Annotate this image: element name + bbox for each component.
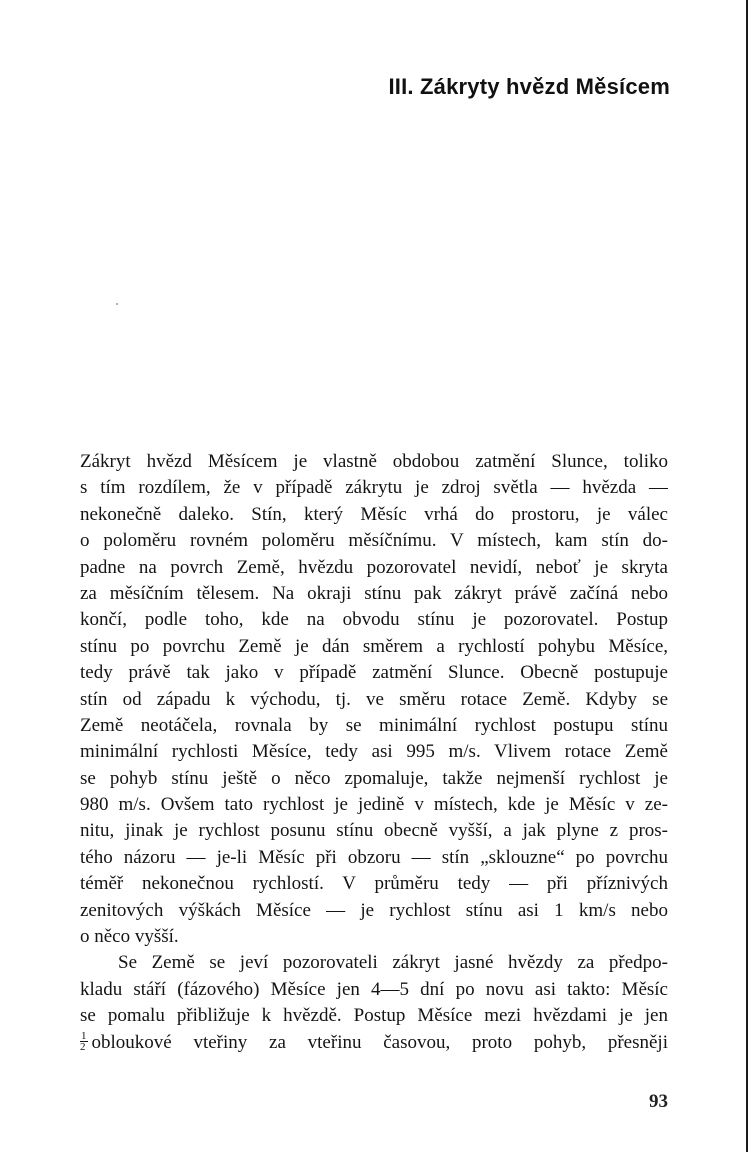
text-line: končí, podle toho, kde na obvodu stínu je pozorovatel. Postup [80,609,668,631]
text-line: zenitových výškách Měsíce — je rychlost stínu asi 1 km/s nebo [80,899,668,921]
text-line: téměř nekonečnou rychlostí. V průměru tedy — při příznivých [80,873,668,895]
text-line: stín od západu k východu, tj. ve směru rotace Země. Kdyby se [80,688,668,710]
text-line: tedy právě tak jako v případě zatmění Slunce. Obecně postupuje [80,662,668,684]
scan-speck [116,303,118,305]
text-line-with-fraction [80,1030,668,1056]
text-line: o něco vyšší. [80,926,179,948]
text-line: Zákryt hvězd Měsícem je vlastně obdobou zatmění Slunce, toliko [80,451,668,472]
fraction-numerator: 1 [81,1029,87,1042]
text-line: padne na povrch Země, hvězdu pozorovatel nevidí, neboť je skryta [80,556,668,578]
text-line: nitu, jinak je rychlost posunu stínu obecně vyšší, a jak plyne z pros- [80,820,668,842]
text-line: se pomalu přibližuje k hvězdě. Postup Měsíce mezi hvězdami je jen [80,1005,668,1027]
page-edge-line [746,0,748,1152]
text-line: Země neotáčela, rovnala by se minimální rychlost postupu stínu [80,714,668,736]
text-line: s tím rozdílem, že v případě zákrytu je zdroj světla — hvězda — [80,477,668,499]
text-line-remainder: obloukové vteřiny za vteřinu časovou, proto pohyb, přesněji [91,1031,668,1053]
text-line: Se Země se jeví pozorovateli zákryt jasné hvězdy za předpo- [118,952,668,974]
paragraph-1 [80,449,668,950]
text-line: kladu stáří (fázového) Měsíce jen 4—5 dní po novu asi takto: Měsíc [80,978,668,1000]
paragraph-2 [80,950,668,1056]
text-line: nekonečně daleko. Stín, který Měsíc vrhá do prostoru, je válec [80,503,668,525]
text-line: stínu po povrchu Země je dán směrem a rychlostí pohybu Měsíce, [80,635,668,657]
text-line: minimální rychlosti Měsíce, tedy asi 995 m/s. Vlivem rotace Země [80,741,668,763]
chapter-title: III. Zákryty hvězd Měsícem [388,74,670,99]
text-line: 980 m/s. Ovšem tato rychlost je jedině v místech, kde je Měsíc v ze- [80,794,668,816]
text-line: tého názoru — je-li Měsíc při obzoru — stín „sklouzne“ po povrchu [80,846,668,868]
one-half-fraction [80,1031,88,1052]
page-number: 93 [649,1091,668,1112]
text-line: o poloměru rovném poloměru měsíčnímu. V místech, kam stín do- [80,530,668,552]
text-line: se pohyb stínu ještě o něco zpomaluje, takže nejmenší rychlost je [80,767,668,789]
fraction-denominator: 2 [80,1040,86,1053]
text-line: za měsíčním tělesem. Na okraji stínu pak zákryt právě začíná nebo [80,582,668,604]
body-text [80,449,668,1056]
